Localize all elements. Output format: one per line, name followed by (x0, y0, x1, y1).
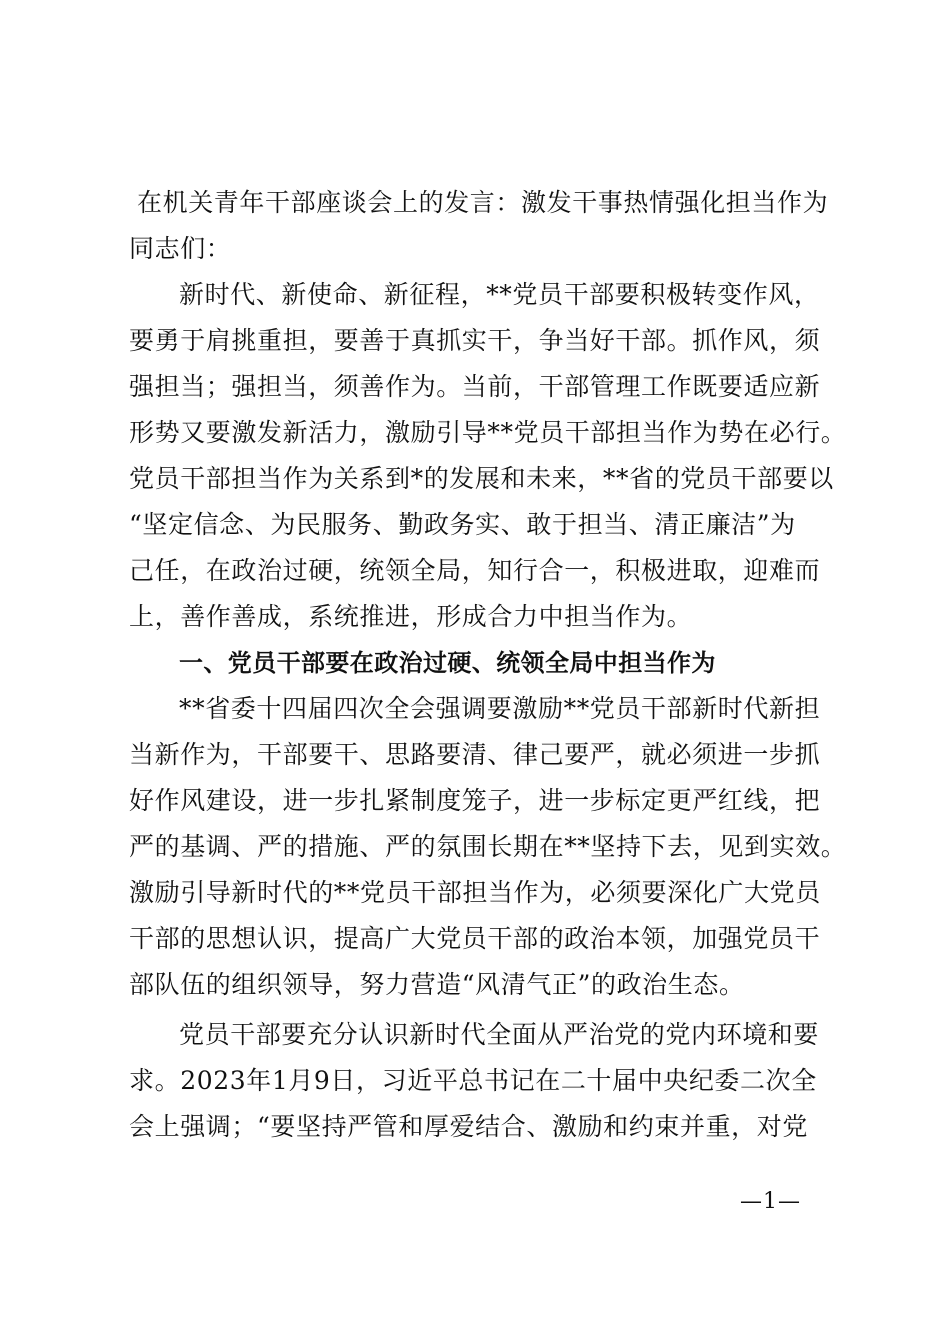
document-body (129, 180, 847, 1150)
paragraph-line: 新时代、新使命、新征程，**党员干部要积极转变作风， (179, 280, 820, 309)
page-number: —1— (740, 1189, 801, 1214)
paragraph-1 (129, 272, 847, 640)
paragraph-line: 要勇于肩挑重担，要善于真抓实干，争当好干部。抓作风，须 (129, 326, 821, 355)
paragraph-line: 求。2023年1月9日，习近平总书记在二十届中央纪委二次全 (129, 1066, 817, 1095)
paragraph-line: 部队伍的组织领导，努力营造“风清气正”的政治生态。 (129, 970, 745, 999)
paragraph-line: 己任，在政治过硬，统领全局，知行合一，积极进取，迎难而 (129, 556, 821, 585)
paragraph-line: 激励引导新时代的**党员干部担当作为，必须要深化广大党员 (129, 878, 821, 907)
section-heading-1: 一、党员干部要在政治过硬、统领全局中担当作为 (179, 649, 716, 677)
paragraph-line: 当新作为，干部要干、思路要清、律己要严，就必须进一步抓 (129, 740, 821, 769)
paragraph-line: 党员干部担当作为关系到*的发展和未来，**省的党员干部要以 (129, 464, 834, 493)
paragraph-line: 形势又要激发新活力，激励引导**党员干部担当作为势在必行。 (129, 418, 847, 447)
paragraph-3 (129, 1012, 841, 1150)
paragraph-line: 严的基调、严的措施、严的氛围长期在**坚持下去，见到实效。 (129, 832, 847, 861)
paragraph-line: 会上强调；“要坚持严管和厚爱结合、激励和约束并重，对党 (129, 1112, 808, 1141)
paragraph-line: **省委十四届四次全会强调要激励**党员干部新时代新担 (179, 694, 821, 723)
paragraph-line: 好作风建设，进一步扎紧制度笼子，进一步标定更严红线，把 (129, 786, 821, 815)
paragraph-line: 党员干部要充分认识新时代全面从严治党的党内环境和要 (179, 1020, 820, 1049)
paragraph-2 (129, 686, 847, 1008)
paragraph-line: 强担当；强担当，须善作为。当前，干部管理工作既要适应新 (129, 372, 821, 401)
paragraph-line: “坚定信念、为民服务、勤政务实、敢于担当、清正廉洁”为 (129, 510, 796, 539)
paragraph-line: 上，善作善成，系统推进，形成合力中担当作为。 (129, 602, 693, 631)
paragraph-line: 干部的思想认识，提高广大党员干部的政治本领，加强党员干 (129, 924, 821, 953)
document-title: 在机关青年干部座谈会上的发言：激发干事热情强化担当作为 (137, 188, 829, 217)
salutation: 同志们： (129, 234, 232, 263)
